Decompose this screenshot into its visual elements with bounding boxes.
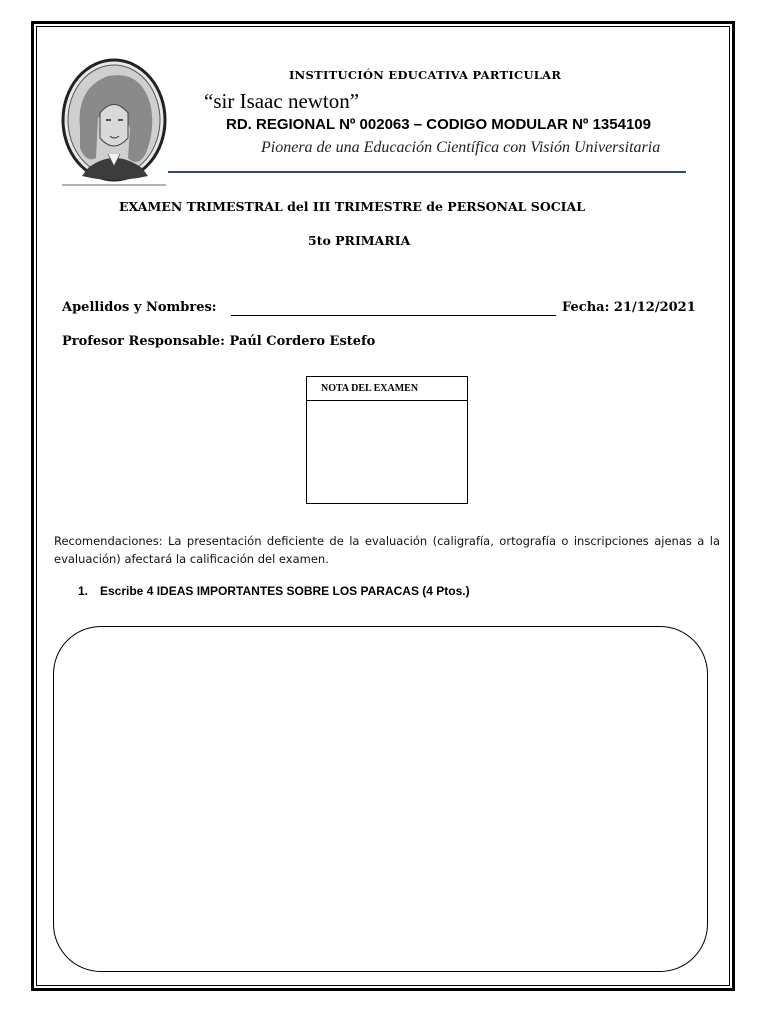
header-divider <box>168 171 686 173</box>
school-name: “sir Isaac newton” <box>204 89 360 113</box>
question-1-number: 1. <box>78 584 89 598</box>
recommendations-text: Recomendaciones: La presentación deficiente de la evaluación (caligrafía, ortografía o inscripciones ajenas a la evaluación) afectará la calificación del examen. <box>54 534 720 566</box>
question-1-text: Escribe 4 IDEAS IMPORTANTES SOBRE LOS PARACAS (4 Ptos.) <box>100 584 470 598</box>
isaac-newton-portrait <box>58 58 170 188</box>
exam-title: EXAMEN TRIMESTRAL del III TRIMESTRE de PERSONAL SOCIAL <box>119 199 586 214</box>
exam-date: Fecha: 21/12/2021 <box>562 300 696 315</box>
student-name-label: Apellidos y Nombres: <box>62 300 217 315</box>
student-name-field[interactable] <box>231 315 556 316</box>
teacher-name: Profesor Responsable: Paúl Cordero Estefo <box>62 334 376 349</box>
grade-box-title: NOTA DEL EXAMEN <box>307 377 467 401</box>
grade-box <box>306 376 468 504</box>
registration-codes: RD. REGIONAL Nº 002063 – CODIGO MODULAR Nº 1354109 <box>226 116 651 133</box>
grade-level: 5to PRIMARIA <box>308 233 411 248</box>
school-motto: Pionera de una Educación Científica con Visión Universitaria <box>261 139 661 156</box>
answer-box-question-1[interactable] <box>53 626 708 972</box>
institution-type: INSTITUCIÓN EDUCATIVA PARTICULAR <box>289 68 562 82</box>
question-1 <box>78 584 470 598</box>
